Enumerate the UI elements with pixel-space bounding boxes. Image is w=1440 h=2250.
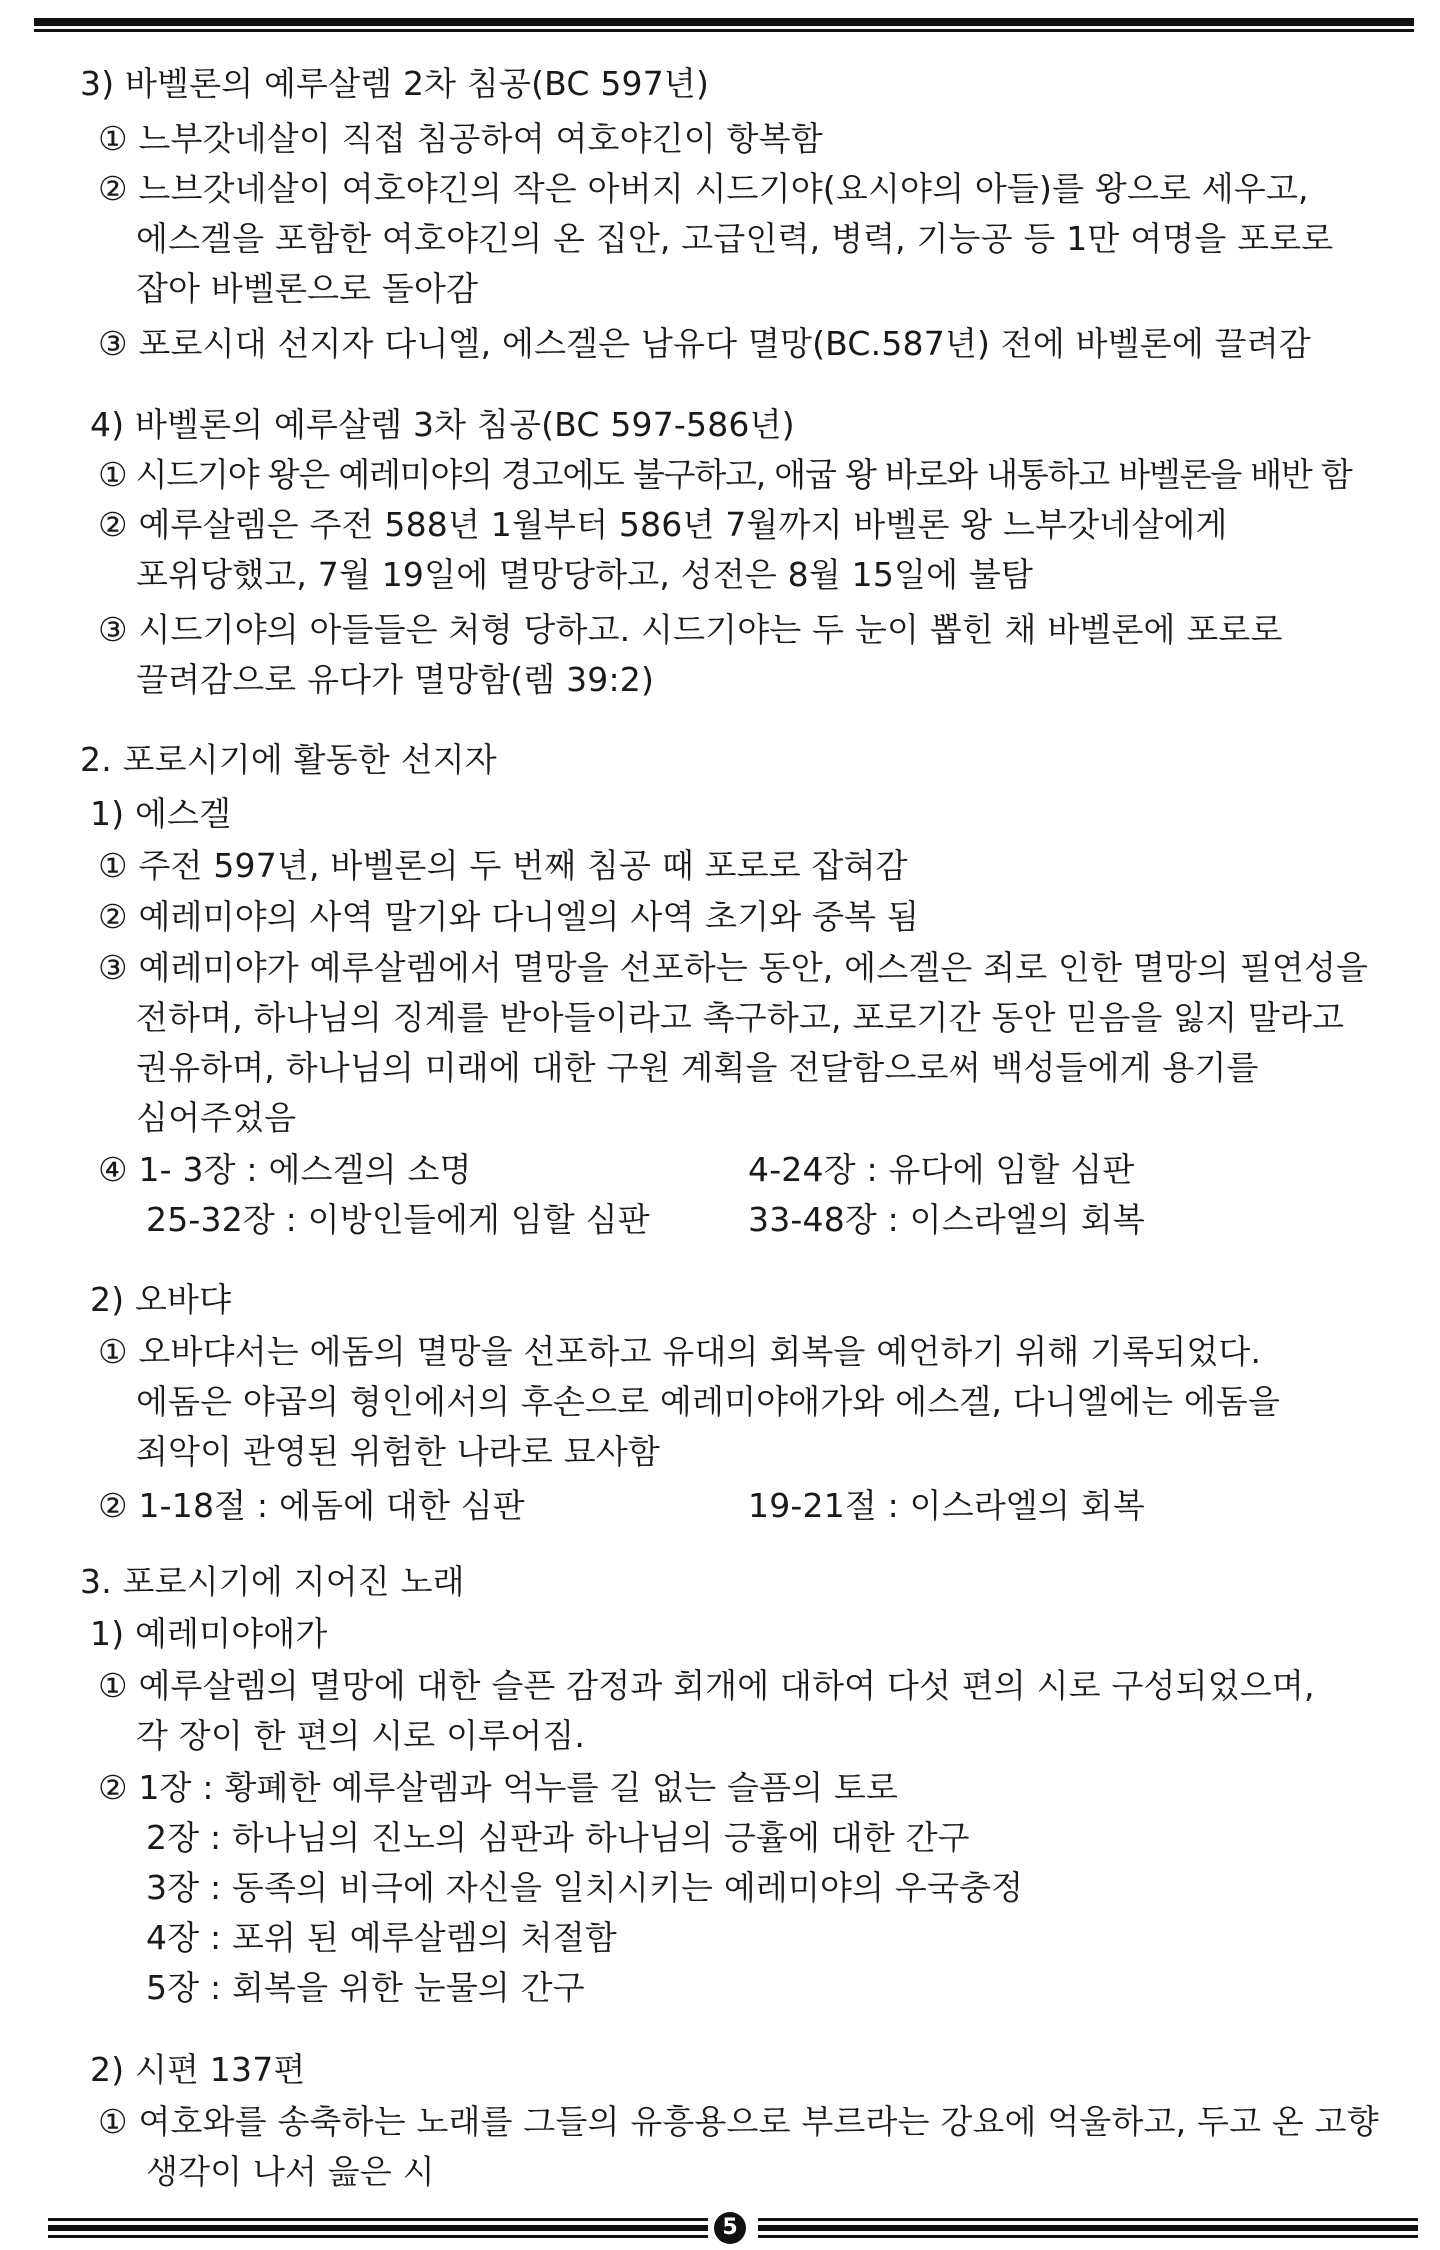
footer-rule-right xyxy=(758,2218,1418,2240)
list-item: ① 예루살렘의 멸망에 대한 슬픈 감정과 회개에 대하여 다섯 편의 시로 구성되었으며, xyxy=(98,1666,1315,1705)
chapter-range: 5장 : 회복을 위한 눈물의 간구 xyxy=(146,1968,585,2007)
list-item-continuation: 생각이 나서 읊은 시 xyxy=(146,2152,435,2191)
section-3-title: 3) 바벨론의 예루살렘 2차 침공(BC 597년) xyxy=(80,64,710,103)
list-item: ② 예레미야의 사역 말기와 다니엘의 사역 초기와 중복 됨 xyxy=(98,897,920,936)
list-item: ③ 예레미야가 예루살렘에서 멸망을 선포하는 동안, 에스겔은 죄로 인한 멸망의 필연성을 xyxy=(98,948,1369,987)
list-item: ① 시드기야 왕은 예레미야의 경고에도 불구하고, 애굽 왕 바로와 내통하고 바벨론을 배반 함 xyxy=(98,455,1352,494)
list-item-continuation: 권유하며, 하나님의 미래에 대한 구원 계획을 전달함으로써 백성들에게 용기를 xyxy=(136,1048,1259,1087)
list-item: ③ 포로시대 선지자 다니엘, 에스겔은 남유다 멸망(BC.587년) 전에 바벨론에 끌려감 xyxy=(98,324,1311,363)
list-item-continuation: 에돔은 야곱의 형인에서의 후손으로 예레미야애가와 에스겔, 다니엘에는 에돔을 xyxy=(136,1382,1281,1421)
list-item-continuation: 죄악이 관영된 위험한 나라로 묘사함 xyxy=(136,1432,660,1471)
list-item: ① 주전 597년, 바벨론의 두 번째 침공 때 포로로 잡혀감 xyxy=(98,846,908,885)
chapter-range: 25-32장 : 이방인들에게 임할 심판 xyxy=(146,1200,650,1239)
section-4-title: 4) 바벨론의 예루살렘 3차 침공(BC 597-586년) xyxy=(90,405,795,444)
subheading-ezekiel: 1) 에스겔 xyxy=(90,794,232,833)
chapter-range: 3장 : 동족의 비극에 자신을 일치시키는 예레미야의 우국충정 xyxy=(146,1868,1024,1907)
chapter-range: ② 1-18절 : 에돔에 대한 심판 xyxy=(98,1486,525,1525)
page-number-badge: 5 xyxy=(714,2212,746,2244)
list-item-continuation: 잡아 바벨론으로 돌아감 xyxy=(136,269,479,308)
chapter-range: 33-48장 : 이스라엘의 회복 xyxy=(748,1200,1145,1239)
list-item: ① 오바댜서는 에돔의 멸망을 선포하고 유대의 회복을 예언하기 위해 기록되었다. xyxy=(98,1332,1262,1371)
list-item: ② 느브갓네살이 여호야긴의 작은 아버지 시드기야(요시야의 아들)를 왕으로 세우고, xyxy=(98,169,1309,208)
list-item: ② 예루살렘은 주전 588년 1월부터 586년 7월까지 바벨론 왕 느부갓네살에게 xyxy=(98,505,1228,544)
list-item-continuation: 포위당했고, 7월 19일에 멸망당하고, 성전은 8월 15일에 불탐 xyxy=(136,555,1034,594)
list-item-continuation: 전하며, 하나님의 징계를 받아들이라고 촉구하고, 포로기간 동안 믿음을 잃지 말라고 xyxy=(136,998,1345,1037)
subheading-psalm-137: 2) 시편 137편 xyxy=(90,2050,306,2089)
chapter-range: 19-21절 : 이스라엘의 회복 xyxy=(748,1486,1145,1525)
chapter-range: 4장 : 포위 된 예루살렘의 처절함 xyxy=(146,1918,617,1957)
list-item-continuation: 끌려감으로 유다가 멸망함(렘 39:2) xyxy=(136,660,655,699)
list-item-continuation: 각 장이 한 편의 시로 이루어짐. xyxy=(136,1716,586,1755)
list-item: ③ 시드기야의 아들들은 처형 당하고. 시드기야는 두 눈이 뽑힌 채 바벨론에 포로로 xyxy=(98,610,1283,649)
heading-2: 2. 포로시기에 활동한 선지자 xyxy=(80,740,497,779)
list-item-continuation: 심어주었음 xyxy=(136,1098,297,1137)
list-item: ① 여호와를 송축하는 노래를 그들의 유흥용으로 부르라는 강요에 억울하고, 두고 온 고향 xyxy=(98,2102,1379,2141)
chapter-range: 2장 : 하나님의 진노의 심판과 하나님의 긍휼에 대한 간구 xyxy=(146,1818,970,1857)
chapter-range: 4-24장 : 유다에 임할 심판 xyxy=(748,1150,1135,1189)
page-footer xyxy=(48,2215,1418,2240)
heading-3: 3. 포로시기에 지어진 노래 xyxy=(80,1562,465,1601)
subheading-obadiah: 2) 오바댜 xyxy=(90,1280,232,1319)
list-item-continuation: 에스겔을 포함한 여호야긴의 온 집안, 고급인력, 병력, 기능공 등 1만 여명을 포로로 xyxy=(136,219,1334,258)
footer-rule-left xyxy=(48,2218,708,2240)
subheading-lamentations: 1) 예레미야애가 xyxy=(90,1614,328,1653)
chapter-range: ② 1장 : 황폐한 예루살렘과 억누를 길 없는 슬픔의 토로 xyxy=(98,1768,899,1807)
list-item: ① 느부갓네살이 직접 침공하여 여호야긴이 항복함 xyxy=(98,119,823,158)
chapter-range: ④ 1- 3장 : 에스겔의 소명 xyxy=(98,1150,472,1189)
